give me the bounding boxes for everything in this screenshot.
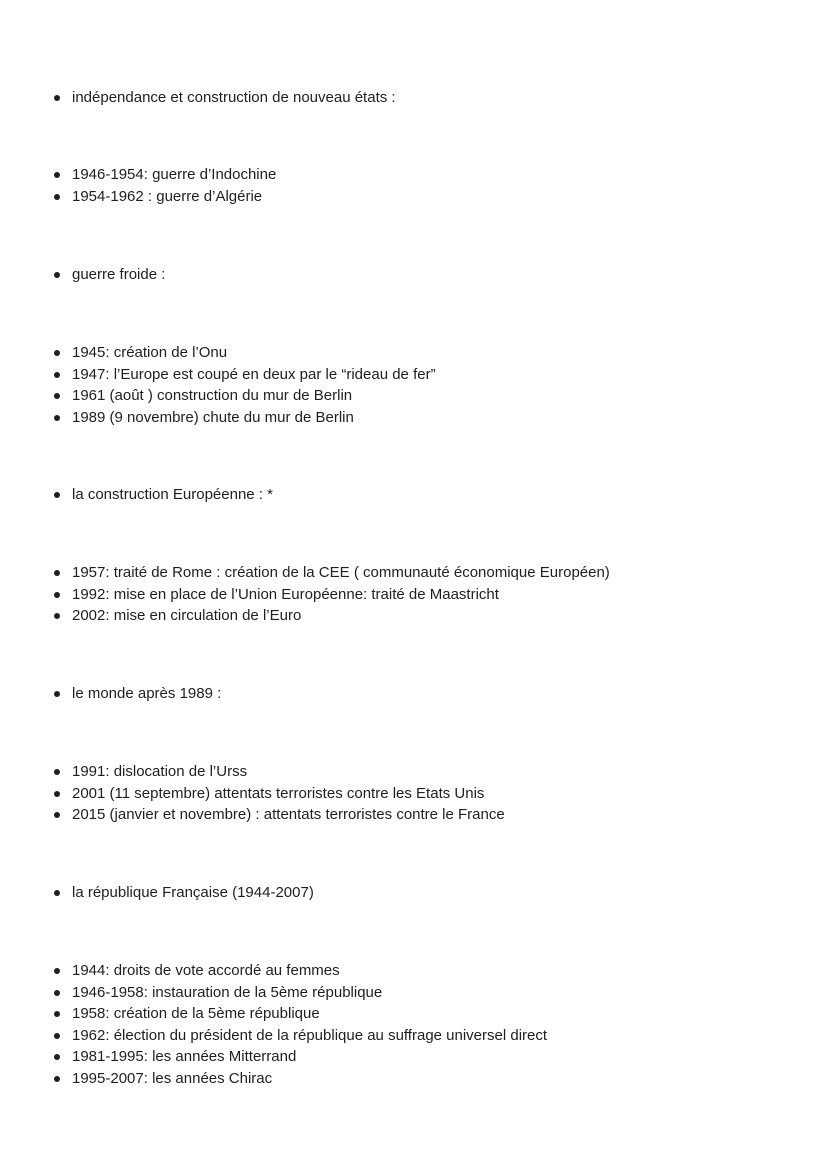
bullet-icon [54,372,60,378]
list-item-text: 1945: création de l’Onu [72,344,228,361]
section-heading-monde-apres-1989 [50,683,790,705]
section-heading-construction-europeenne [50,484,790,506]
list-item-text: 1946-1954: guerre d’Indochine [72,166,277,183]
list-item [50,982,790,1004]
list-monde-apres-1989 [50,761,790,826]
list-item [50,385,790,407]
list-guerre-froide [50,342,790,428]
bullet-icon [54,393,60,399]
bullet-icon [54,1033,60,1039]
bullet-icon [54,415,60,421]
bullet-icon [54,492,60,498]
heading-text: guerre froide : [72,266,166,283]
list-item [50,562,790,584]
list-republique-francaise [50,960,790,1089]
list-item-text: 1957: traité de Rome : création de la CEE ( communauté économique Européen) [72,564,610,581]
list-item-text: 1944: droits de vote accordé au femmes [72,962,340,979]
list-item [50,804,790,826]
list-item [50,605,790,627]
list-item-text: 1961 (août ) construction du mur de Berlin [72,387,353,404]
bullet-icon [54,613,60,619]
list-item [50,186,790,208]
heading-item [50,683,790,705]
bullet-icon [54,570,60,576]
heading-text: la construction Européenne : * [72,486,273,503]
list-item [50,1003,790,1025]
list-item-text: 1995-2007: les années Chirac [72,1069,273,1087]
bullet-icon [54,1011,60,1017]
list-item [50,1068,790,1090]
section-heading-independance [50,87,790,109]
list-item-text: 1962: élection du président de la république au suffrage universel direct [72,1026,548,1044]
bullet-icon [54,194,60,200]
bullet-icon [54,968,60,974]
list-item [50,584,790,606]
bullet-icon [54,791,60,797]
list-item-text: 1989 (9 novembre) chute du mur de Berlin [72,408,354,426]
list-item [50,960,790,982]
list-item-text: 1958: création de la 5ème république [72,1005,320,1022]
list-item-text: 1946-1958: instauration de la 5ème république [72,983,383,1001]
bullet-icon [54,1054,60,1060]
list-item [50,783,790,805]
list-item-text: 2001 (11 septembre) attentats terroristes contre les Etats Unis [72,784,485,802]
list-independance [50,164,790,207]
heading-item [50,484,790,506]
list-item-text: 2002: mise en circulation de l’Euro [72,607,302,624]
heading-item [50,882,790,904]
list-item-text: 1947: l’Europe est coupé en deux par le “rideau de fer” [72,365,436,383]
section-heading-republique-francaise [50,882,790,904]
section-heading-guerre-froide [50,264,790,286]
list-construction-europeenne [50,562,790,627]
list-item [50,407,790,429]
bullet-icon [54,812,60,818]
list-item [50,364,790,386]
bullet-icon [54,1076,60,1082]
bullet-icon [54,172,60,178]
bullet-icon [54,691,60,697]
list-item [50,1046,790,1068]
list-item [50,342,790,364]
bullet-icon [54,272,60,278]
bullet-icon [54,890,60,896]
heading-text: indépendance et construction de nouveau états : [72,89,396,106]
bullet-icon [54,95,60,101]
heading-item [50,87,790,109]
list-item [50,761,790,783]
bullet-icon [54,592,60,598]
heading-text: la république Française (1944-2007) [72,884,314,901]
bullet-icon [54,350,60,356]
list-item-text: 1981-1995: les années Mitterrand [72,1048,297,1065]
bullet-icon [54,990,60,996]
list-item-text: 1992: mise en place de l’Union Européenne: traité de Maastricht [72,585,499,603]
list-item [50,1025,790,1047]
heading-text: le monde après 1989 : [72,685,222,702]
list-item-text: 1954-1962 : guerre d’Algérie [72,187,263,205]
heading-item [50,264,790,286]
bullet-icon [54,769,60,775]
list-item [50,164,790,186]
list-item-text: 1991: dislocation de l’Urss [72,763,248,780]
list-item-text: 2015 (janvier et novembre) : attentats terroristes contre le France [72,806,505,823]
